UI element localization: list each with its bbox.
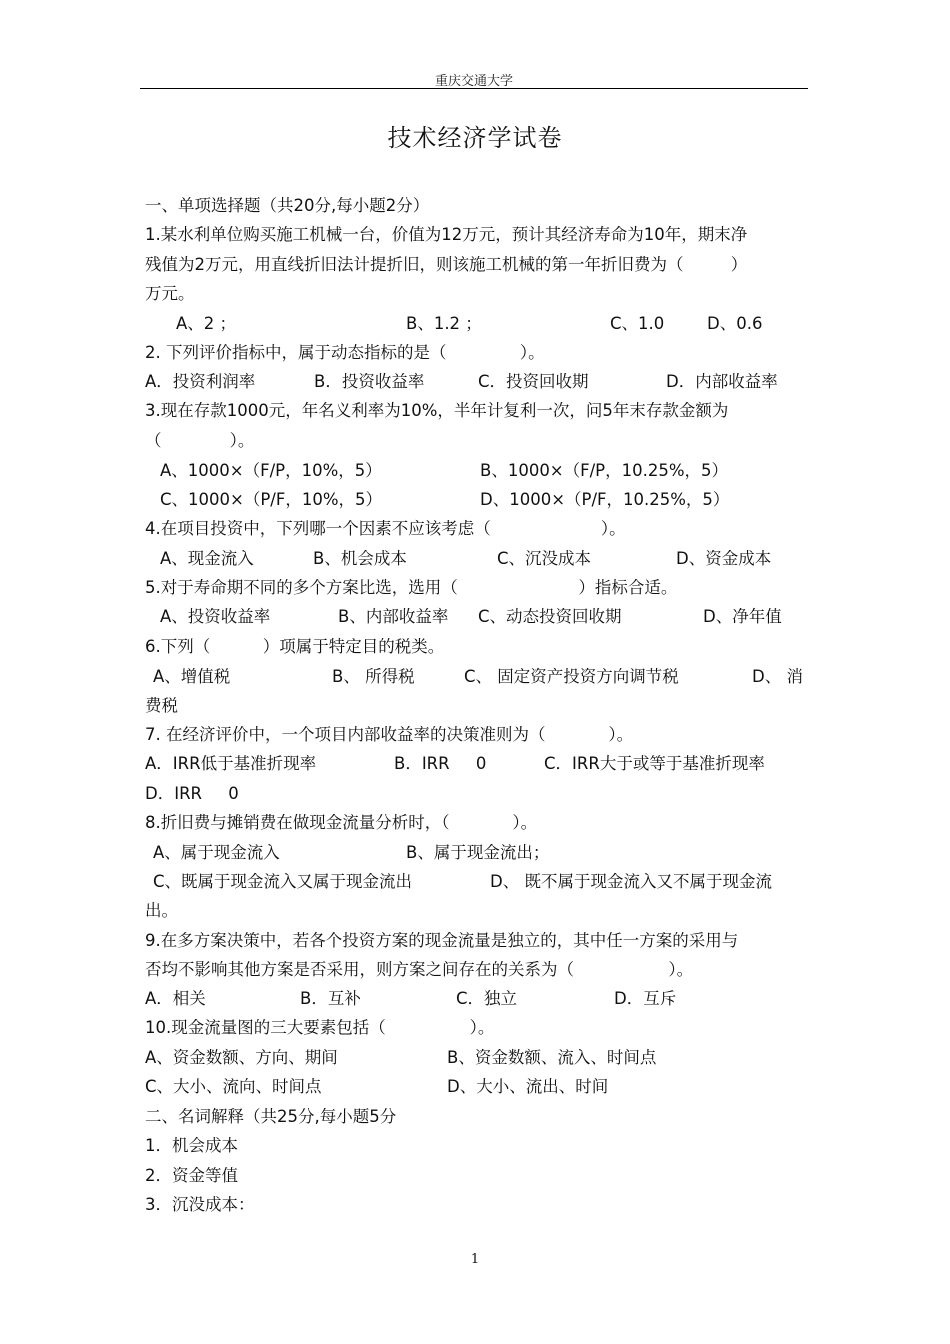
question-3-line-1: 3.现在存款1000元，年名义利率为10%，半年计复利一次，问5年末存款金额为 <box>145 401 729 420</box>
question-3-option-b: B、1000×（F/P，10.25%，5） <box>480 461 729 480</box>
question-4-option-a: A、现金流入 <box>160 549 254 568</box>
question-3-line-2: （ ）。 <box>145 431 255 450</box>
question-9-option-c: C．独立 <box>456 989 518 1008</box>
section-2-heading: 二、名词解释（共25分,每小题5分 <box>145 1107 397 1126</box>
question-2-option-b: B．投资收益率 <box>314 372 425 391</box>
question-5-option-b: B、内部收益率 <box>338 607 449 626</box>
question-2-option-d: D．内部收益率 <box>666 372 778 391</box>
question-10-line-1: 10.现金流量图的三大要素包括（ ）。 <box>145 1018 495 1037</box>
question-6-option-c: C、 固定资产投资方向调节税 <box>464 667 679 686</box>
question-7-option-b: B．IRR 0 <box>394 754 487 773</box>
question-4-option-c: C、沉没成本 <box>497 549 592 568</box>
question-1-line-3: 万元。 <box>145 284 195 303</box>
question-1-option-d: D、0.6 <box>707 314 763 333</box>
question-8-line-1: 8.折旧费与摊销费在做现金流量分析时，（ ）。 <box>145 813 538 832</box>
header-divider <box>140 88 808 89</box>
question-10-option-a: A、资金数额、方向、期间 <box>145 1048 338 1067</box>
term-item-2: 2．资金等值 <box>145 1166 238 1185</box>
page-title: 技术经济学试卷 <box>387 124 563 152</box>
question-8-option-a: A、属于现金流入 <box>153 843 280 862</box>
question-7-option-c: C．IRR大于或等于基准折现率 <box>544 754 765 773</box>
question-1-option-a: A、2 ； <box>176 314 237 333</box>
question-6-line-end: 费税 <box>145 696 178 715</box>
question-1-option-c: C、1.0 <box>610 314 665 333</box>
question-10-option-d: D、大小、流出、时间 <box>447 1077 609 1096</box>
question-5-option-d: D、净年值 <box>703 607 782 626</box>
question-2-option-a: A．投资利润率 <box>145 372 256 391</box>
question-7-option-d: D．IRR 0 <box>145 784 239 803</box>
question-8-line-end: 出。 <box>145 901 178 920</box>
question-2-option-c: C．投资回收期 <box>478 372 589 391</box>
question-9-option-b: B．互补 <box>300 989 361 1008</box>
section-1-heading: 一、单项选择题（共20分,每小题2分） <box>145 196 430 215</box>
question-10-option-c: C、大小、流向、时间点 <box>145 1077 322 1096</box>
question-1-line-1: 1.某水利单位购买施工机械一台，价值为12万元，预计其经济寿命为10年，期末净 <box>145 225 748 244</box>
question-6-line-1: 6.下列（ ）项属于特定目的税类。 <box>145 637 445 656</box>
question-7-option-a: A．IRR低于基准折现率 <box>145 754 317 773</box>
question-6-option-b: B、 所得税 <box>332 667 415 686</box>
page-number: 1 <box>470 1252 480 1267</box>
question-6-option-d: D、 消 <box>752 667 803 686</box>
question-9-option-a: A．相关 <box>145 989 206 1008</box>
question-5-option-c: C、动态投资回收期 <box>478 607 622 626</box>
question-4-option-b: B、机会成本 <box>313 549 407 568</box>
question-10-option-b: B、资金数额、流入、时间点 <box>447 1048 657 1067</box>
term-item-3: 3．沉没成本： <box>145 1195 255 1214</box>
question-6-option-a: A、增值税 <box>153 667 231 686</box>
term-item-1: 1．机会成本 <box>145 1136 238 1155</box>
question-3-option-d: D、1000×（P/F，10.25%，5） <box>480 490 730 509</box>
question-3-option-a: A、1000×（F/P，10%，5） <box>160 461 382 480</box>
question-8-option-b: B、属于现金流出； <box>406 843 550 862</box>
question-4-option-d: D、资金成本 <box>676 549 772 568</box>
question-9-line-2: 否均不影响其他方案是否采用，则方案之间存在的关系为（ ）。 <box>145 960 694 979</box>
question-1-option-b: B、1.2 ； <box>406 314 482 333</box>
page-header: 重庆交通大学 <box>434 74 513 89</box>
question-8-option-d: D、 既不属于现金流入又不属于现金流 <box>490 872 772 891</box>
question-4-line-1: 4.在项目投资中，下列哪一个因素不应该考虑（ ）。 <box>145 519 626 538</box>
question-8-option-c: C、既属于现金流入又属于现金流出 <box>153 872 413 891</box>
question-9-option-d: D．互斥 <box>614 989 677 1008</box>
question-3-option-c: C、1000×（P/F，10%，5） <box>160 490 383 509</box>
question-2-line-1: 2. 下列评价指标中，属于动态指标的是（ ）。 <box>145 343 545 362</box>
question-1-line-2: 残值为2万元，用直线折旧法计提折旧，则该施工机械的第一年折旧费为（ ） <box>145 255 748 274</box>
question-5-option-a: A、投资收益率 <box>160 607 271 626</box>
question-5-line-1: 5.对于寿命期不同的多个方案比选，选用（ ）指标合适。 <box>145 578 678 597</box>
question-7-line-1: 7. 在经济评价中，一个项目内部收益率的决策准则为（ ）。 <box>145 725 634 744</box>
question-9-line-1: 9.在多方案决策中，若各个投资方案的现金流量是独立的，其中任一方案的采用与 <box>145 931 739 950</box>
